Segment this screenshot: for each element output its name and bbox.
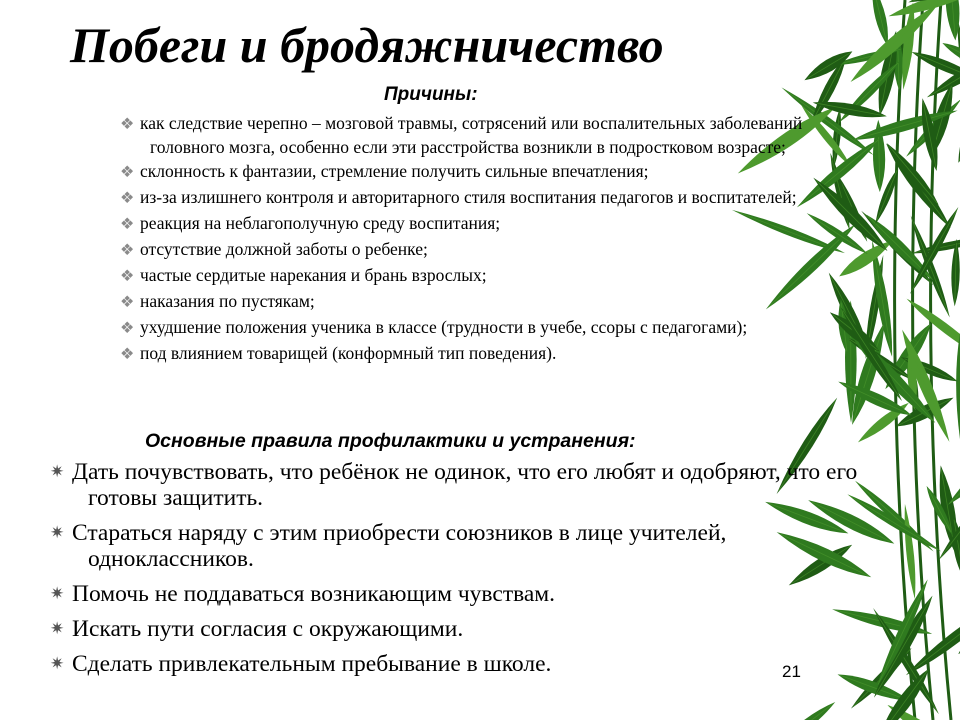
rule-text: Сделать привлекательным пребывание в школе.	[72, 651, 552, 677]
cause-text: отсутствие должной заботы о ребенке;	[140, 239, 428, 259]
star-bullet-icon: ✷	[50, 584, 65, 603]
star-bullet-icon: ✷	[50, 523, 65, 542]
rule-item	[28, 616, 858, 642]
cause-item	[100, 342, 860, 366]
rule-item	[28, 651, 858, 677]
diamond-bullet-icon: ❖	[120, 242, 135, 259]
diamond-bullet-icon: ❖	[120, 164, 135, 181]
diamond-bullet-icon: ❖	[120, 190, 135, 207]
star-bullet-icon: ✷	[50, 619, 65, 638]
diamond-bullet-icon: ❖	[120, 294, 135, 311]
rules-heading: Основные правила профилактики и устранения:	[145, 430, 636, 452]
rules-list	[28, 459, 858, 686]
cause-item	[100, 212, 860, 236]
bamboo-leaf	[782, 0, 860, 1]
rule-text: Помочь не поддаваться возникающим чувствам.	[72, 581, 556, 607]
cause-text: наказания по пустякам;	[140, 291, 315, 311]
bamboo-leaf	[770, 698, 838, 720]
diamond-bullet-icon: ❖	[120, 346, 135, 363]
diamond-bullet-icon: ❖	[120, 116, 135, 133]
slide-title: Побеги и бродяжничество	[70, 17, 664, 73]
cause-item	[100, 112, 860, 158]
cause-item	[100, 238, 860, 262]
cause-text: реакция на неблагополучную среду воспитания;	[140, 213, 501, 233]
diamond-bullet-icon: ❖	[120, 216, 135, 233]
cause-text: склонность к фантазии, стремление получить сильные впечатления;	[140, 161, 649, 181]
diamond-bullet-icon: ❖	[120, 320, 135, 337]
rule-text: Искать пути согласия с окружающими.	[72, 616, 464, 642]
cause-text: под влиянием товарищей (конформный тип поведения).	[140, 343, 557, 363]
cause-item	[100, 264, 860, 288]
diamond-bullet-icon: ❖	[120, 268, 135, 285]
star-bullet-icon: ✷	[50, 462, 65, 481]
causes-heading: Причины:	[384, 84, 478, 105]
rule-text: Дать почувствовать, что ребёнок не одинок, что его любят и одобряют, что его готовы защитить.	[72, 459, 858, 511]
star-bullet-icon: ✷	[50, 654, 65, 673]
cause-text: как следствие черепно – мозговой травмы, сотрясений или воспалительных заболеваний головного мозга, особенно если эти расстройства возникли в подростковом возрасте;	[140, 113, 803, 157]
causes-list	[100, 112, 860, 368]
cause-item	[100, 160, 860, 184]
cause-text: ухудшение положения ученика в классе (трудности в учебе, ссоры с педагогами);	[140, 317, 748, 337]
rule-item	[28, 520, 858, 572]
rule-text: Стараться наряду с этим приобрести союзников в лице учителей, одноклассников.	[72, 520, 727, 572]
cause-text: частые сердитые нарекания и брань взрослых;	[140, 265, 487, 285]
bamboo-leaf	[956, 328, 960, 450]
cause-item	[100, 186, 860, 210]
page-number: 21	[782, 662, 801, 681]
cause-text: из-за излишнего контроля и авторитарного стиля воспитания педагогов и воспитателей;	[140, 187, 797, 207]
cause-item	[100, 290, 860, 314]
bamboo-leaf	[954, 593, 960, 659]
cause-item	[100, 316, 860, 340]
rule-item	[28, 581, 858, 607]
rule-item	[28, 459, 858, 511]
bamboo-leaf	[943, 0, 960, 41]
